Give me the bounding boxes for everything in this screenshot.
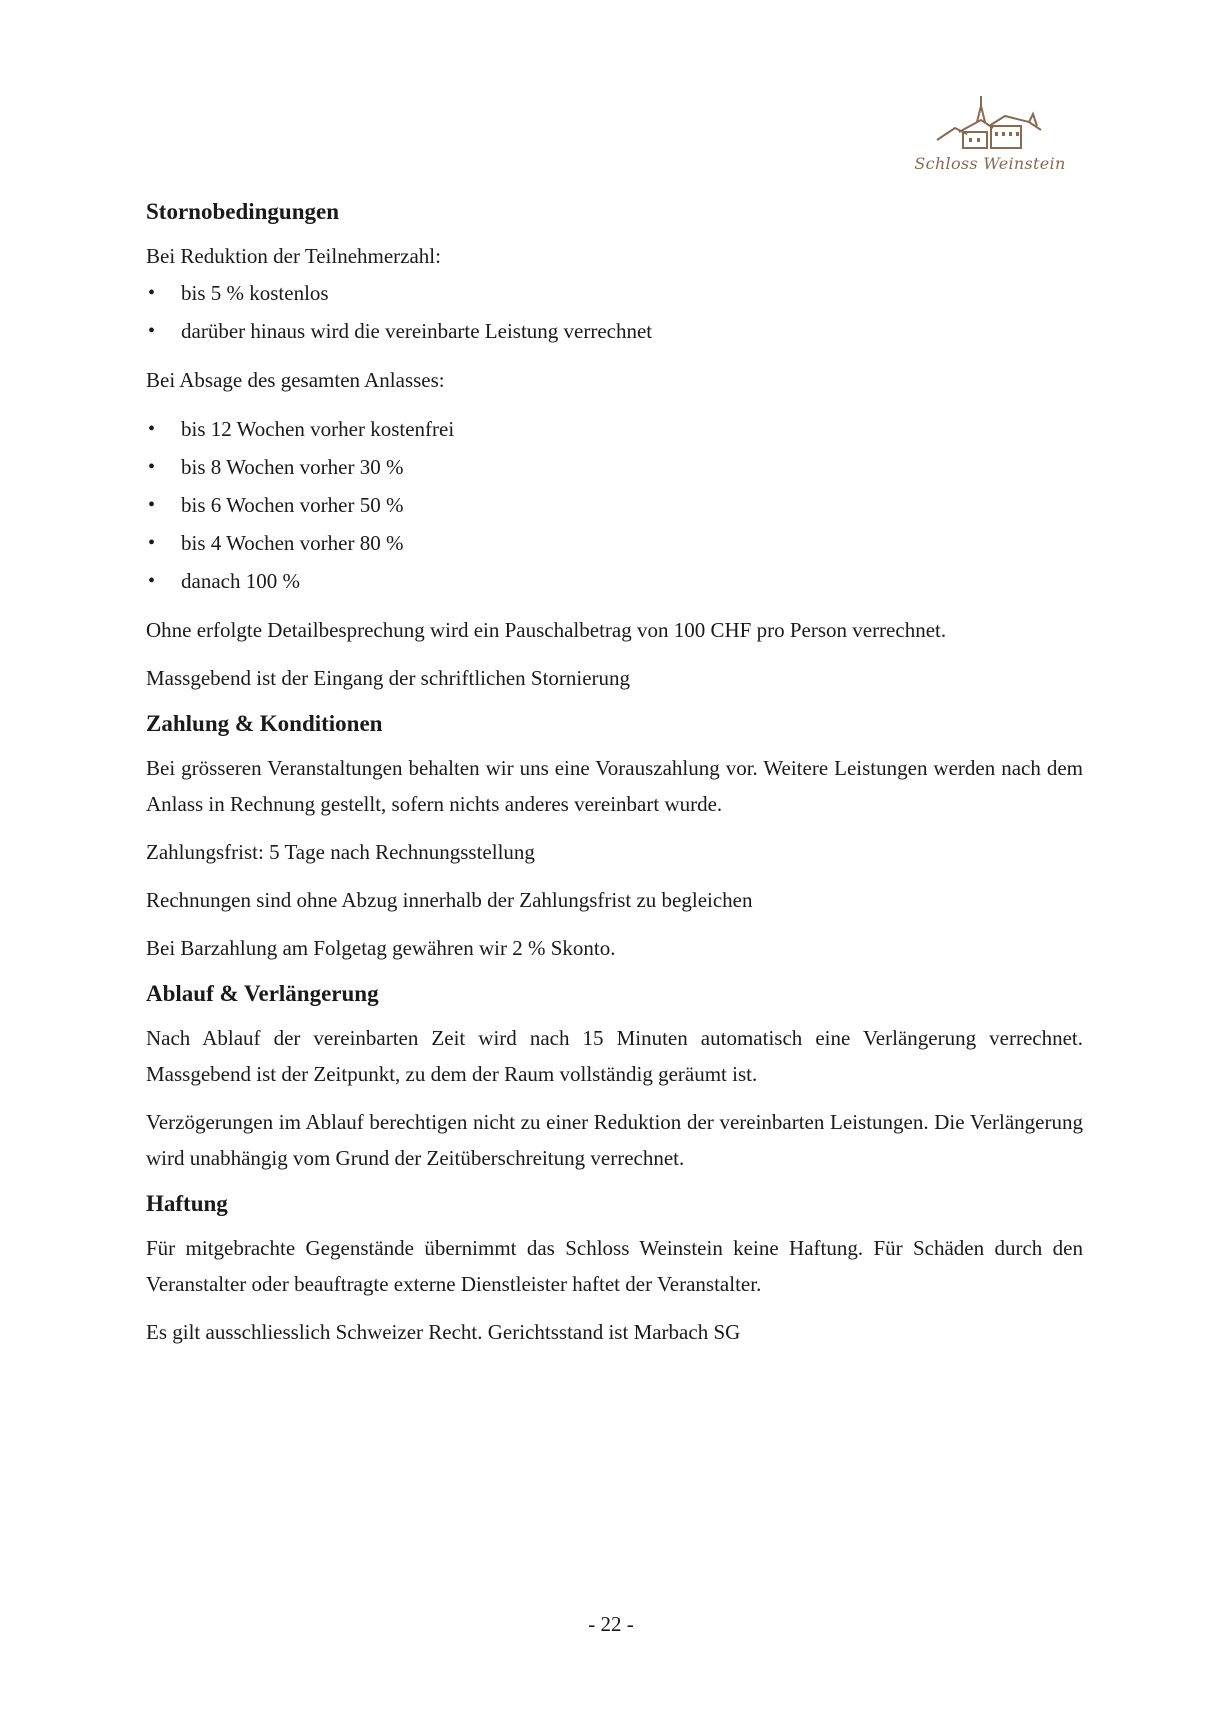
ablauf-delays: Verzögerungen im Ablauf berechtigen nicht zu einer Reduktion der vereinbarten Leistungen. Die Verlängerung wird unabhängig vom Grund der Zeitüberschreitung verrechnet. — [146, 1110, 1083, 1170]
section-heading-zahlung: Zahlung & Konditionen — [146, 711, 383, 736]
reduction-list — [146, 274, 1083, 350]
zahlung-discount: Bei Barzahlung am Folgetag gewähren wir 2 % Skonto. — [146, 936, 616, 960]
castle-icon — [933, 92, 1047, 154]
list-item: • bis 8 Wochen vorher 30 % — [146, 448, 1083, 486]
list-item: • bis 4 Wochen vorher 80 % — [146, 524, 1083, 562]
storno-intro-reduction: Bei Reduktion der Teilnehmerzahl: — [146, 244, 441, 268]
ablauf-extension: Nach Ablauf der vereinbarten Zeit wird nach 15 Minuten automatisch eine Verlängerung verrechnet. Massgebend ist der Zeitpunkt, zu dem der Raum vollständig geräumt ist. — [146, 1026, 1083, 1086]
haftung-law: Es gilt ausschliesslich Schweizer Recht. Gerichtsstand ist Marbach SG — [146, 1320, 741, 1344]
storno-written-notice: Massgebend ist der Eingang der schriftlichen Stornierung — [146, 666, 631, 690]
logo — [905, 72, 1075, 190]
section-heading-storno: Stornobedingungen — [146, 199, 340, 224]
zahlung-prepayment: Bei grösseren Veranstaltungen behalten wir uns eine Vorauszahlung vor. Weitere Leistungen werden nach dem Anlass in Rechnung gestellt, sofern nichts anderes vereinbart wurde. — [146, 756, 1083, 816]
storno-flat-fee: Ohne erfolgte Detailbesprechung wird ein Pauschalbetrag von 100 CHF pro Person verrechnet. — [146, 618, 947, 642]
page-content — [146, 196, 1083, 1362]
section-heading-haftung: Haftung — [146, 1191, 228, 1216]
logo-text: Schloss Weinstein — [914, 154, 1066, 173]
haftung-liability: Für mitgebrachte Gegenstände übernimmt das Schloss Weinstein keine Haftung. Für Schäden durch den Veranstalter oder beauftragte externe Dienstleister haftet der Veranstalter. — [146, 1236, 1083, 1296]
cancellation-list — [146, 410, 1083, 600]
zahlung-no-deduction: Rechnungen sind ohne Abzug innerhalb der Zahlungsfrist zu begleichen — [146, 888, 753, 912]
list-item: • bis 5 % kostenlos — [146, 274, 1083, 312]
list-item: • danach 100 % — [146, 562, 1083, 600]
list-item: • bis 12 Wochen vorher kostenfrei — [146, 410, 1083, 448]
section-heading-ablauf: Ablauf & Verlängerung — [146, 981, 379, 1006]
page-number: - 22 - — [588, 1612, 634, 1636]
storno-intro-cancellation: Bei Absage des gesamten Anlasses: — [146, 368, 445, 392]
zahlung-deadline: Zahlungsfrist: 5 Tage nach Rechnungsstellung — [146, 840, 535, 864]
list-item: • bis 6 Wochen vorher 50 % — [146, 486, 1083, 524]
list-item: • darüber hinaus wird die vereinbarte Leistung verrechnet — [146, 312, 1083, 350]
